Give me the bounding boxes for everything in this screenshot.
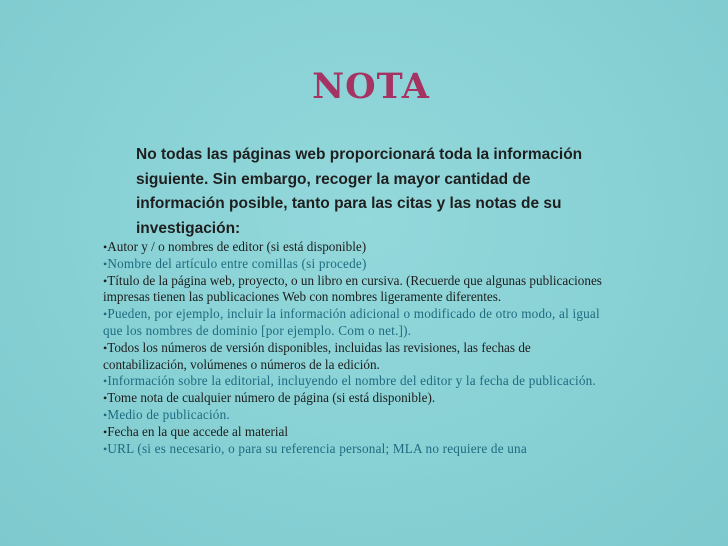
bullet-dot-icon: • (103, 340, 108, 355)
bullet-item-medium: •Medio de publicación. (103, 406, 230, 422)
bullet-dot-icon: • (103, 407, 108, 422)
bullet-item-url: •URL (si es necesario, o para su referencia personal; MLA no requiere de una (103, 440, 527, 456)
bullet-dot-icon: • (103, 424, 108, 439)
bullet-list (103, 239, 603, 457)
bullet-item-publisher-info: •Información sobre la editorial, incluyendo el nombre del editor y la fecha de publicación. (103, 373, 596, 389)
bullet-dot-icon: • (103, 273, 108, 288)
bullet-dot-icon: • (103, 441, 108, 456)
bullet-item-extra-info: •Pueden, por ejemplo, incluir la información adicional o modificado de otro modo, al igual que los nombres de dominio [por ejemplo. Com o net.]). (103, 306, 600, 338)
slide-title: NOTA (312, 66, 430, 107)
bullet-dot-icon: • (103, 256, 108, 271)
bullet-item-page-number: •Tome nota de cualquier número de página (si está disponible). (103, 390, 436, 406)
bullet-item-author: •Autor y / o nombres de editor (si está disponible) (103, 239, 367, 254)
bullet-dot-icon: • (103, 374, 108, 389)
bullet-item-page-title: •Título de la página web, proyecto, o un libro en cursiva. (Recuerde que algunas publicaciones impresas tienen las publicaciones Web con nombres ligeramente diferentes. (103, 272, 602, 305)
intro-paragraph: No todas las páginas web proporcionará toda la información siguiente. Sin embargo, recoger la mayor cantidad de información posible, tanto para las citas y las notas de su investigación: (136, 146, 583, 237)
bullet-item-access-date: •Fecha en la que accede al material (103, 423, 289, 439)
bullet-item-version-numbers: •Todos los números de versión disponibles, incluidas las revisiones, las fechas de contabilización, volúmenes o números de la edición. (103, 339, 531, 372)
bullet-dot-icon: • (103, 240, 108, 254)
bullet-item-article-name: •Nombre del artículo entre comillas (si procede) (103, 255, 367, 271)
bullet-dot-icon: • (103, 307, 108, 322)
bullet-dot-icon: • (103, 391, 108, 406)
